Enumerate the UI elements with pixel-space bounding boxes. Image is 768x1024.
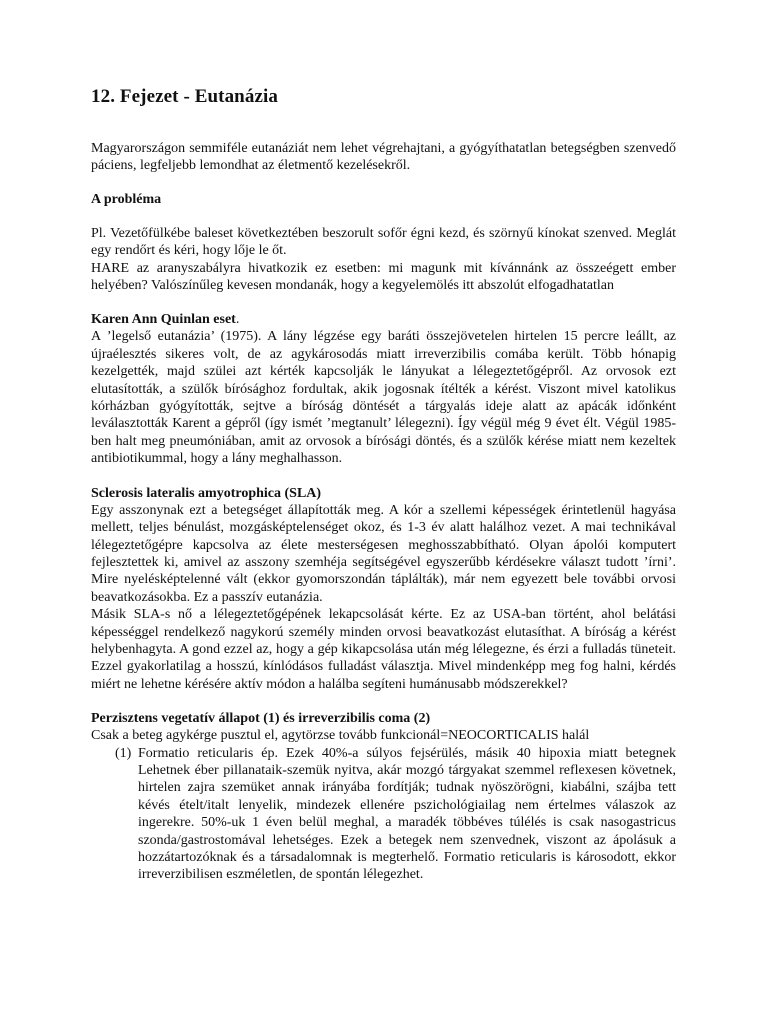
sla-paragraph-2: Másik SLA-s nő a lélegeztetőgépének lekapcsolását kérte. Ez az USA-ban történt, ahol belátási képességgel rendelkező nagykorú személy minden orvosi beavatkozást elutasíthat. A bíróság a kérést helybenhagyta. A gond ezzel az, hogy a gép kikapcsolása után még lélegezne, és érzi a fulladás tüneteit. Ezzel gyakorlatilag a hosszú, kínlódásos fulladást választja. Mivel mindenképp meg fog halni, kérdés miért ne lehetne kérésére aktív módon a halálba segíteni humánusabb módszerekkel? (91, 607, 676, 692)
pvs-section (91, 727, 676, 884)
karen-paragraph: A ’legelső eutanázia’ (1975). A lány légzése egy baráti összejövetelen hirtelen 15 percre leállt, az újraélesztés sikeres volt, de az agykárosodás miatt irreverzibilis comába került. Több hónapig kezelgették, majd szülei azt kérték kapcsolják le lányukat a lélegeztetőgépről. Az orvosok ezt elutasították, a szülők bírósághoz fordultak, akik jogosnak ítélték a kérést. Viszont mivel katolikus kórházban gyógyították, sejtve a bíróság döntését a tárgyalás ideje alatt az apácák időnként leválasztották Karent a gépről (így ismét ’megtanult’ lélegezni). Így végül még 9 évet élt. Végül 1985-ben halt meg pneumóniában, amit az orvosok a bírósági döntés, és a szülők kérése miatt nem kezeltek antibiotikummal, hogy a lány meghalhasson. (91, 329, 676, 467)
karen-heading-suffix: . (235, 312, 240, 328)
document-content (91, 86, 676, 884)
karen-heading (91, 311, 676, 328)
chapter-title: 12. Fejezet - Eutanázia (91, 86, 278, 107)
list-item-number: (1) (115, 745, 132, 761)
intro-paragraph: Magyarországon semmiféle eutanáziát nem lehet végrehajtani, a gyógyíthatatlan betegségben szenvedő páciens, legfeljebb lemondhat az életmentő kezelésekről. (91, 141, 676, 174)
list-item-text: Formatio reticularis ép. Ezek 40%-a súlyos fejsérülés, másik 40 hipoxia miatt betegnek Lehetnek éber pillanataik-szemük nyitva, akár mozgó tárgyakat szemmel reflexesen követnek, hirtelen zajra szemüket annak irányába fordítják; tudnak nyöszörögni, kiabálni, szájba tett kévés ételt/italt lenyelik, mindezek ellenére pszichológiailag nem értelmes válaszok az ingerekre. 50%-uk 1 éven belül meghal, a maradék többéves túlélés is csak nasogastricus szonda/gastrostomával lehetséges. Ezek a betegek nem szenvednek, viszont az ápolásuk a hozzátartozóknak és a társadalomnak is megterhelő. Formatio reticularis is károsodott, ekkor irreverzibilisen eszméletlen, de spontán lélegezhet. (138, 745, 676, 883)
sla-section (91, 502, 676, 693)
karen-heading-text: Karen Ann Quinlan eset (91, 312, 236, 328)
sla-paragraph-1: Egy asszonynak ezt a betegséget állapították meg. A kór a szellemi képességek érintetlenül hagyása mellett, teljes bénulást, mozgásképtelenséget okoz, és 1-3 év alatt halálhoz vezet. A mai technikával lélegeztetőgépre kapcsolva az élete mesterségesen meghosszabbítható. Olyan ápolói komputert fejlesztettek ki, amivel az asszony szemhéja segítségével egyszerűbb kérdésekre választ tudott ’írni’. Mire nyelésképtelenné vált (ekkor gyomorszondán táplálták), már nem egyezett bele további orvosi beavatkozásokba. Ez a passzív eutanázia. (91, 502, 676, 605)
karen-section (91, 328, 676, 467)
pvs-list (91, 745, 676, 884)
pvs-heading: Perzisztens vegetatív állapot (1) és irreverzibilis coma (2) (91, 711, 431, 727)
pvs-intro: Csak a beteg agykérge pusztul el, agytörzse tovább funkcionál=NEOCORTICALIS halál (91, 728, 590, 744)
problem-paragraph-1: Pl. Vezetőfülkébe baleset következtében beszorult sofőr égni kezd, és szörnyű kínokat szenved. Meglát egy rendőrt és kéri, hogy lője le őt. (91, 225, 676, 259)
problem-heading: A probléma (91, 191, 162, 207)
problem-paragraph-2: HARE az aranyszabályra hivatkozik ez esetben: mi magunk mit kívánnánk az összeégett ember helyében? Valószínűleg kevesen mondanák, hogy a kegyelemölés itt abszolút elfogadhatatlan (91, 260, 676, 294)
problem-section (91, 225, 676, 295)
sla-heading: Sclerosis lateralis amyotrophica (SLA) (91, 485, 322, 501)
list-item (91, 745, 676, 884)
